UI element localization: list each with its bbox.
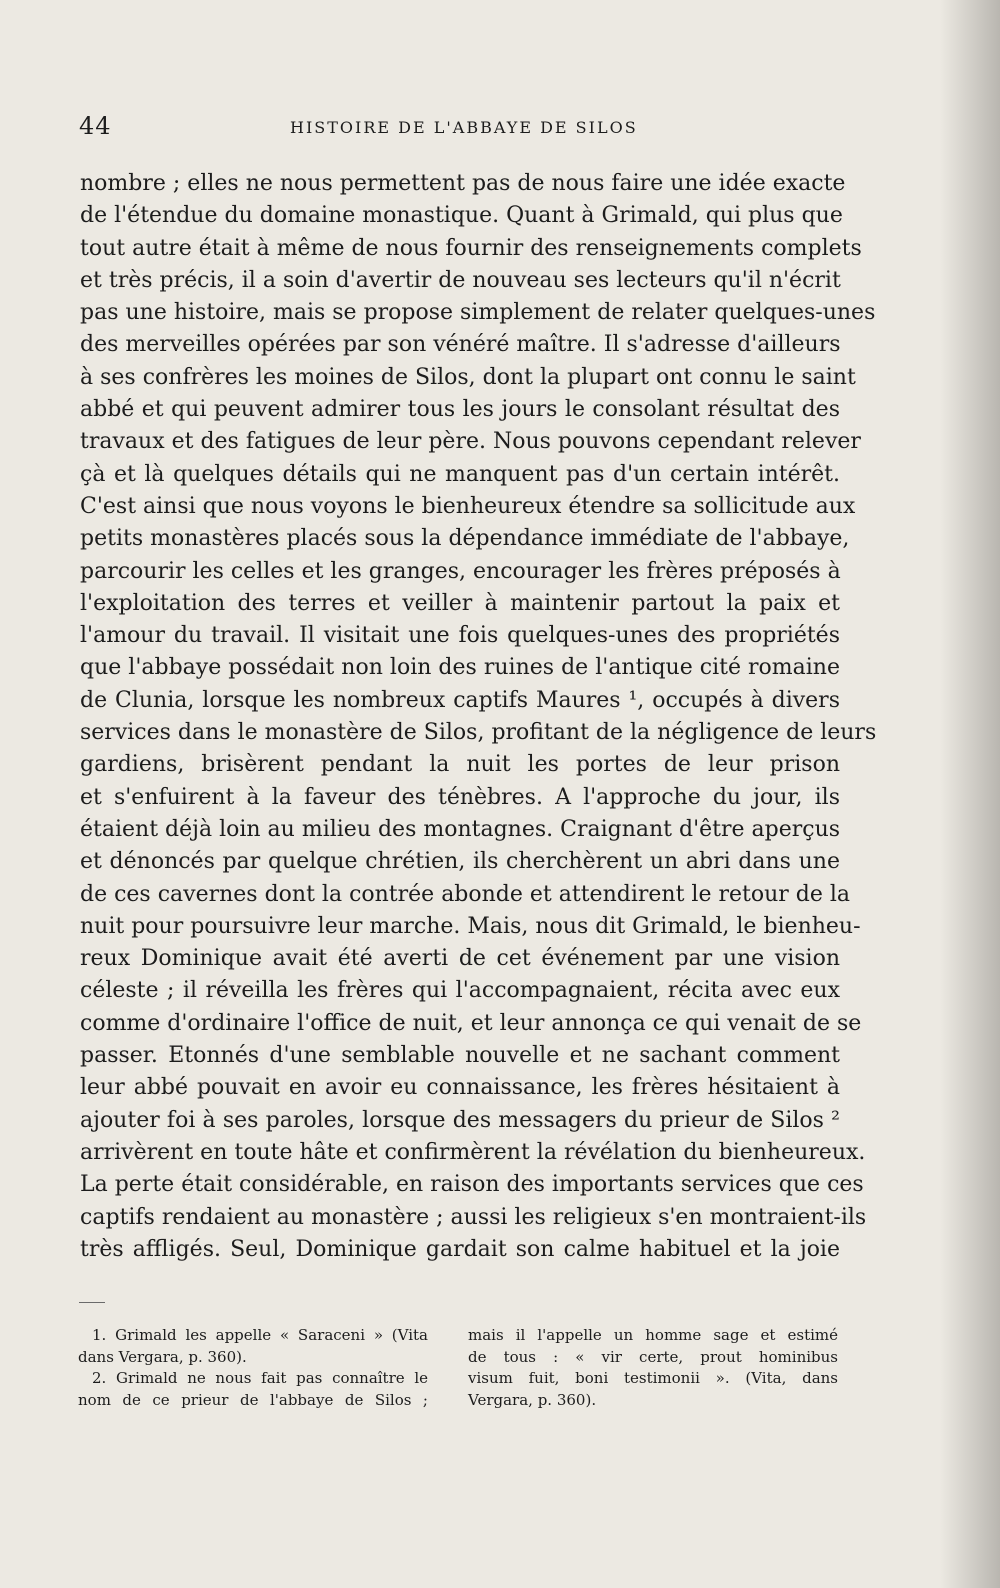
body-line: de l'étendue du domaine monastique. Quant à Grimald, qui plus que xyxy=(80,203,843,229)
body-line: parcourir les celles et les granges, encourager les frères préposés à xyxy=(80,558,841,584)
page-edge-shadow xyxy=(940,0,1000,1588)
footnote-line: nom de ce prieur de l'abbaye de Silos ; xyxy=(78,1390,428,1409)
footnote-line: 2. Grimald ne nous fait pas connaître le xyxy=(92,1369,428,1387)
body-line: de ces cavernes dont la contrée abonde et attendirent le retour de la xyxy=(80,881,850,907)
body-line: reux Dominique avait été averti de cet événement par une vision xyxy=(80,946,840,972)
body-line: des merveilles opérées par son vénéré maître. Il s'adresse d'ailleurs xyxy=(80,332,841,358)
body-line: petits monastères placés sous la dépendance immédiate de l'abbaye, xyxy=(80,526,850,552)
body-line: comme d'ordinaire l'office de nuit, et leur annonça ce qui venait de se xyxy=(80,1010,862,1036)
footnote-line: mais il l'appelle un homme sage et estimé xyxy=(468,1326,838,1344)
body-line: çà et là quelques détails qui ne manquent pas d'un certain intérêt. xyxy=(80,461,840,487)
body-line: abbé et qui peuvent admirer tous les jours le consolant résultat des xyxy=(80,397,840,423)
body-line: étaient déjà loin au milieu des montagnes. Craignant d'être aperçus xyxy=(80,816,841,842)
footnote-rule xyxy=(79,1302,105,1303)
body-line: captifs rendaient au monastère ; aussi les religieux s'en montraient-ils xyxy=(80,1204,867,1230)
body-line: l'amour du travail. Il visitait une fois quelques-unes des propriétés xyxy=(80,623,840,649)
body-line: de Clunia, lorsque les nombreux captifs Maures ¹, occupés à divers xyxy=(80,687,840,713)
body-line: leur abbé pouvait en avoir eu connaissance, les frères hésitaient à xyxy=(80,1075,840,1101)
body-line: travaux et des fatigues de leur père. Nous pouvons cependant relever xyxy=(80,429,861,455)
footnote-line: 1. Grimald les appelle « Saraceni » (Vita xyxy=(92,1326,428,1344)
footnote-line: visum fuit, boni testimonii ». (Vita, dans xyxy=(468,1369,838,1387)
body-text xyxy=(80,168,877,1266)
running-title: HISTOIRE DE L'ABBAYE DE SILOS xyxy=(290,118,638,137)
body-line: nombre ; elles ne nous permettent pas de nous faire une idée exacte xyxy=(80,171,846,196)
body-line: gardiens, brisèrent pendant la nuit les portes de leur prison xyxy=(80,752,840,778)
body-line: pas une histoire, mais se propose simplement de relater quelques-unes xyxy=(80,300,876,326)
body-line: La perte était considérable, en raison des importants services que ces xyxy=(80,1172,864,1198)
body-line: passer. Etonnés d'une semblable nouvelle et ne sachant comment xyxy=(80,1043,840,1069)
body-line: céleste ; il réveilla les frères qui l'accompagnaient, récita avec eux xyxy=(80,978,840,1004)
footnote-line: Vergara, p. 360). xyxy=(468,1390,597,1409)
body-line: tout autre était à même de nous fournir des renseignements complets xyxy=(80,235,862,261)
footnote-line: de tous : « vir certe, prout hominibus xyxy=(468,1347,838,1366)
body-line: très affligés. Seul, Dominique gardait son calme habituel et la joie xyxy=(80,1236,840,1262)
body-line: que l'abbaye possédait non loin des ruines de l'antique cité romaine xyxy=(80,655,840,681)
body-line: à ses confrères les moines de Silos, dont la plupart ont connu le saint xyxy=(80,364,856,390)
body-line: nuit pour poursuivre leur marche. Mais, nous dit Grimald, le bienheu- xyxy=(80,913,861,939)
body-line: arrivèrent en toute hâte et confirmèrent la révélation du bienheureux. xyxy=(80,1139,866,1165)
footnotes-right-column xyxy=(468,1325,838,1411)
body-line: services dans le monastère de Silos, profitant de la négligence de leurs xyxy=(80,720,877,746)
body-line: et dénoncés par quelque chrétien, ils cherchèrent un abri dans une xyxy=(80,849,840,875)
body-line: et s'enfuirent à la faveur des ténèbres. A l'approche du jour, ils xyxy=(80,784,840,810)
footnote-line: dans Vergara, p. 360). xyxy=(78,1347,247,1366)
body-line: ajouter foi à ses paroles, lorsque des messagers du prieur de Silos ² xyxy=(80,1107,840,1133)
footnotes-left-column xyxy=(78,1325,428,1411)
body-line: l'exploitation des terres et veiller à maintenir partout la paix et xyxy=(80,590,840,616)
page-number: 44 xyxy=(79,112,112,140)
body-line: C'est ainsi que nous voyons le bienheureux étendre sa sollicitude aux xyxy=(80,493,856,519)
body-line: et très précis, il a soin d'avertir de nouveau ses lecteurs qu'il n'écrit xyxy=(80,267,841,293)
